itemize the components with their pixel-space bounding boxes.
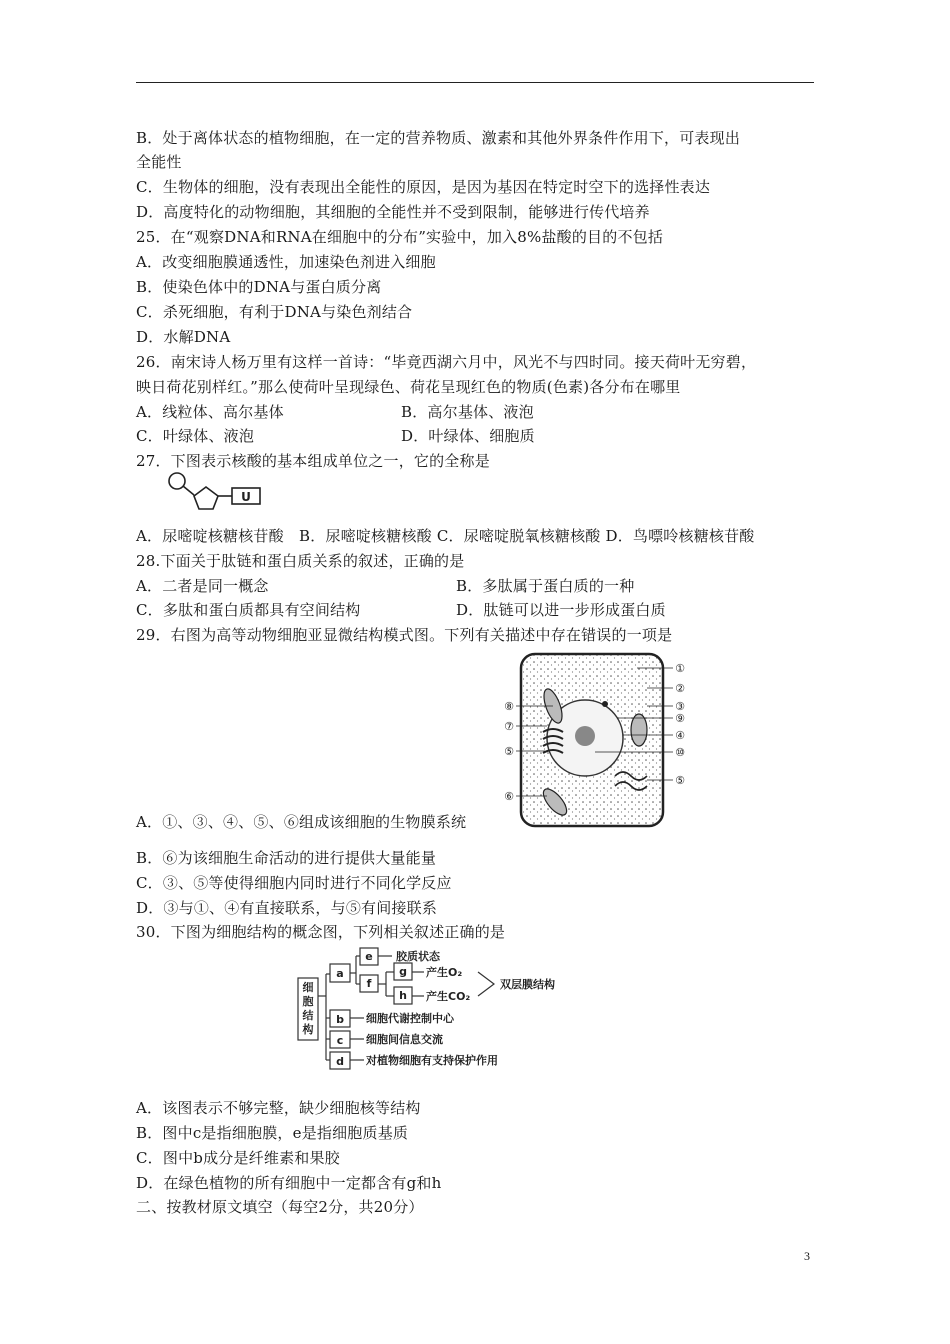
node-b-label: b [336,1013,344,1026]
option-line: A．二者是同一概念 [136,577,269,595]
option-line: C．叶绿体、液泡 [136,427,255,445]
option-line: D．肽链可以进一步形成蛋白质 [456,601,666,619]
b-text: 细胞代谢控制中心 [366,1012,454,1025]
node-h-label: h [399,989,407,1002]
question-30: 30．下图为细胞结构的概念图，下列相关叙述正确的是 [136,923,506,941]
label-10: ⑩ [675,746,685,759]
option-line: C．多肽和蛋白质都具有空间结构 [136,601,361,619]
option-line: B．⑥为该细胞生命活动的进行提供大量能量 [136,849,437,867]
question-25: 25．在“观察DNA和RNA在细胞中的分布”实验中，加入8%盐酸的目的不包括 [136,228,664,246]
option-line: D．③与①、④有直接联系，与⑤有间接联系 [136,899,438,917]
phosphate-sugar-bond [183,486,194,495]
option-line: B．高尔基体、液泡 [401,403,534,421]
label-2: ② [675,682,685,695]
base-label: U [241,490,251,504]
header-rule [136,82,814,83]
option-line: C．杀死细胞，有利于DNA与染色剂结合 [136,303,413,321]
option-line: B．图中c是指细胞膜，e是指细胞质基质 [136,1124,409,1142]
option-line: D．在绿色植物的所有细胞中一定都含有g和h [136,1174,442,1192]
svg-text:胞: 胞 [302,995,314,1008]
question-29: 29．右图为高等动物细胞亚显微结构模式图。下列有关描述中存在错误的一项是 [136,626,673,644]
label-6: ⑥ [504,790,514,803]
nucleotide-diagram [166,470,266,514]
page-number: 3 [804,1249,810,1263]
g-text: 产生O₂ [426,966,463,979]
bracket-text: 双层膜结构 [500,978,555,991]
mitochondrion [631,714,647,746]
option-line: A．①、③、④、⑤、⑥组成该细胞的生物膜系统 [136,813,467,831]
centriole [602,701,608,707]
option-line: A．该图表示不够完整，缺少细胞核等结构 [136,1099,421,1117]
label-8: ⑧ [504,700,514,713]
svg-text:构: 构 [302,1023,314,1036]
node-a-label: a [336,967,344,980]
label-7: ⑦ [504,720,514,733]
d-text: 对植物细胞有支持保护作用 [366,1054,498,1067]
question-26-continued: 映日荷花别样红。”那么使荷叶呈现绿色、荷花呈现红色的物质(色素)各分布在哪里 [136,378,681,396]
option-line: B．多肽属于蛋白质的一种 [456,577,635,595]
svg-text:结: 结 [302,1009,314,1022]
question-28: 28.下面关于肽链和蛋白质关系的叙述，正确的是 [136,552,465,570]
option-line: A．尿嘧啶核糖核苷酸 B．尿嘧啶核糖核酸 C．尿嘧啶脱氧核糖核酸 D．鸟嘌呤核糖核苷酸 [136,527,755,545]
root-label: 细 [302,981,314,994]
label-9: ⑨ [675,712,685,725]
label-3: ③ [675,700,685,713]
option-line: D．水解DNA [136,328,231,346]
label-5: ⑤ [675,774,685,787]
option-line-continued: 全能性 [136,153,182,171]
section-heading: 二、按教材原文填空（每空2分，共20分） [136,1198,424,1216]
option-line: B．使染色体中的DNA与蛋白质分离 [136,278,382,296]
label-4: ④ [675,729,685,742]
label-1: ① [675,662,685,675]
node-f-label: f [366,977,372,990]
cell-structure-concept-map [294,944,594,1076]
option-line: C．③、⑤等使得细胞内同时进行不同化学反应 [136,874,452,892]
pentose-sugar [194,487,218,509]
question-27: 27．下图表示核酸的基本组成单位之一，它的全称是 [136,452,490,470]
c-text: 细胞间信息交流 [366,1033,443,1046]
gh-bracket [478,972,494,996]
option-line: D．高度特化的动物细胞，其细胞的全能性并不受到限制，能够进行传代培养 [136,203,650,221]
option-line: C．生物体的细胞，没有表现出全能性的原因，是因为基因在特定时空下的选择性表达 [136,178,711,196]
animal-cell-diagram [497,646,692,830]
node-c-label: c [336,1034,344,1047]
option-line: A．改变细胞膜通透性，加速染色剂进入细胞 [136,253,436,271]
h-text: 产生CO₂ [426,990,471,1003]
e-text: 胶质状态 [396,950,440,963]
label-5-left: ⑤ [504,745,514,758]
node-d-label: d [336,1055,344,1068]
option-line: A．线粒体、高尔基体 [136,403,284,421]
option-line: C．图中b成分是纤维素和果胶 [136,1149,340,1167]
node-e-label: e [365,950,373,963]
node-g-label: g [399,965,407,978]
option-line: B．处于离体状态的植物细胞，在一定的营养物质、激素和其他外界条件作用下，可表现出 [136,129,741,147]
nucleolus [575,726,595,746]
question-26: 26．南宋诗人杨万里有这样一首诗：“毕竟西湖六月中，风光不与四时同。接天荷叶无穷碧， [136,353,757,371]
option-line: D．叶绿体、细胞质 [401,427,535,445]
